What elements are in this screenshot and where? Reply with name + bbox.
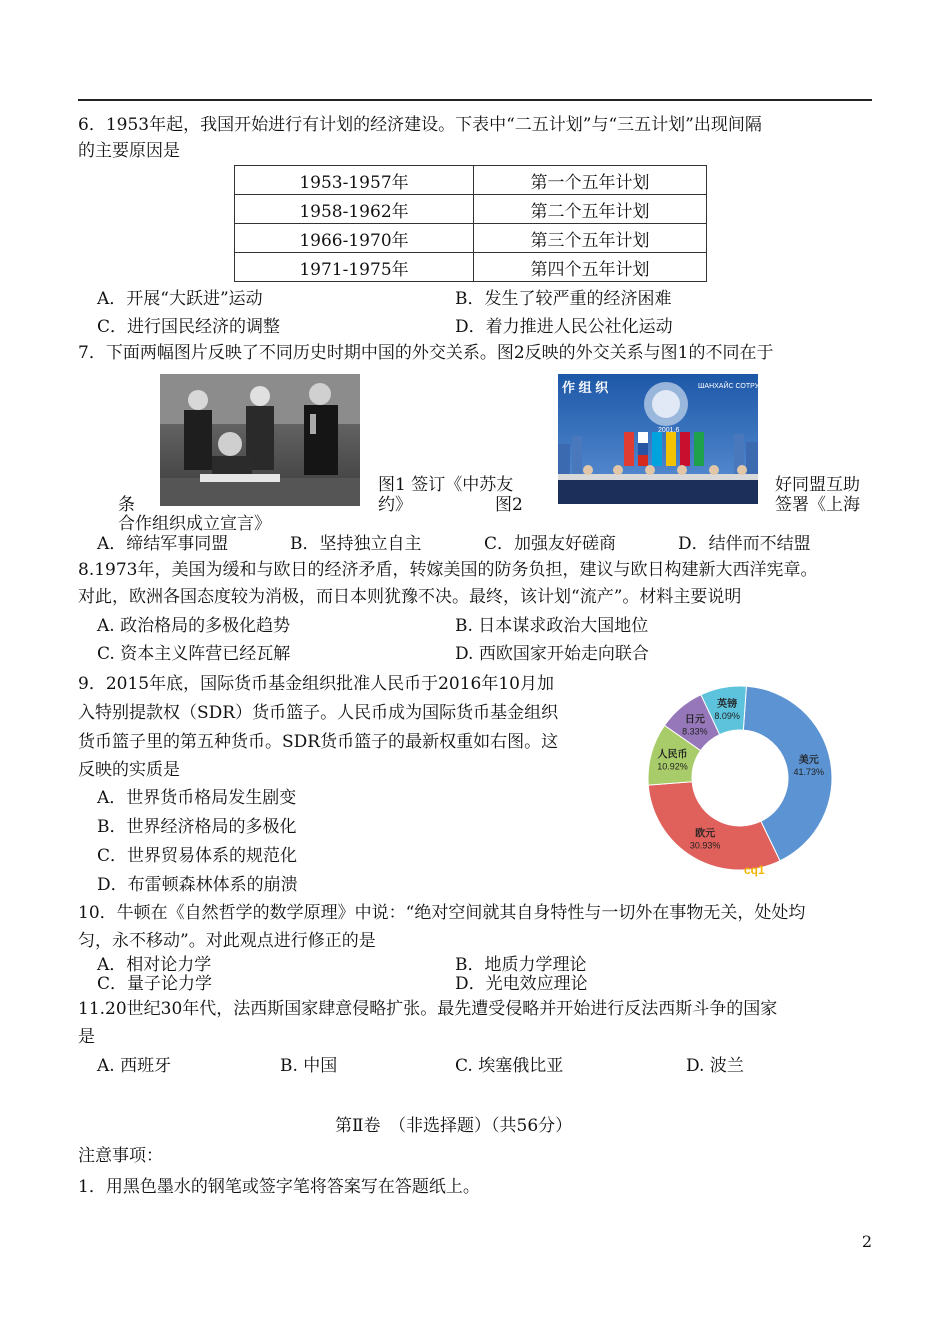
donut-category-label: 美元 [798, 754, 819, 766]
donut-category-label: 欧元 [695, 828, 716, 840]
q9-stem-line4: 反映的实质是 [78, 760, 180, 780]
five-year-plan-table [234, 165, 707, 282]
fig2-caption-b: 合作组织成立宣言》 [118, 514, 271, 534]
fig2-caption-a: 签署《上海 [775, 495, 860, 515]
q10-option-c: C．量子论力学 [97, 974, 213, 994]
watermark-logo: cq1 [744, 863, 765, 877]
figure1-photo [160, 374, 360, 506]
q10-stem-line1: 10．牛顿在《自然哲学的数学原理》中说：“绝对空间就其自身特性与一切外在事物无关，处处均 [78, 903, 806, 923]
table-row [235, 166, 707, 195]
donut-value-label: 41.73% [793, 766, 825, 777]
q8-option-d: D. 西欧国家开始走向联合 [455, 644, 649, 664]
table-cell: 1958-1962年 [235, 195, 474, 224]
q7-option-a: A．缔结军事同盟 [97, 534, 229, 554]
fig1-caption-b: 约》 [378, 495, 412, 515]
q9-option-a: A．世界货币格局发生剧变 [97, 788, 297, 808]
q11-option-d: D. 波兰 [686, 1056, 744, 1076]
q10-stem-line2: 匀，永不移动”。对此观点进行修正的是 [78, 931, 376, 951]
section2-title: 第Ⅱ卷 （非选择题）（共56分） [335, 1116, 573, 1136]
q8-option-a: A. 政治格局的多极化趋势 [97, 616, 291, 636]
q6-option-b: B．发生了较严重的经济困难 [455, 289, 672, 309]
sdr-donut-chart [640, 680, 840, 880]
q8-stem-line2: 对此，欧洲各国态度较为消极，而日本则犹豫不决。最终，该计划“流产”。材料主要说明 [78, 587, 742, 607]
table-row [235, 253, 707, 282]
donut-category-label: 日元 [684, 714, 705, 726]
q9-option-b: B．世界经济格局的多极化 [97, 817, 297, 837]
table-row [235, 195, 707, 224]
q9-stem-line1: 9．2015年底，国际货币基金组织批准人民币于2016年10月加 [78, 674, 554, 694]
fig1-caption-tiao: 条 [118, 495, 135, 515]
table-cell: 1966-1970年 [235, 224, 474, 253]
q8-stem-line1: 8.1973年，美国为缓和与欧日的经济矛盾，转嫁美国的防务负担，建议与欧日构建新大西洋宪章。 [78, 560, 818, 580]
q8-option-c: C. 资本主义阵营已经瓦解 [97, 644, 291, 664]
table-cell: 第四个五年计划 [474, 253, 707, 282]
notice-label: 注意事项： [78, 1146, 163, 1166]
table-cell: 第三个五年计划 [474, 224, 707, 253]
figure2-photo [558, 374, 774, 504]
q7-stem: 7．下面两幅图片反映了不同历史时期中国的外交关系。图2反映的外交关系与图1的不同在于 [78, 343, 774, 363]
donut-value-label: 8.33% [682, 726, 708, 737]
q6-option-c: C．进行国民经济的调整 [97, 317, 281, 337]
q6-option-d: D．着力推进人民公社化运动 [455, 317, 673, 337]
fig1-caption-a: 图1 签订《中苏友 [378, 475, 514, 495]
q6-stem-line2: 的主要原因是 [78, 141, 180, 161]
notice-item-1: 1．用黑色墨水的钢笔或签字笔将答案写在答题纸上。 [78, 1177, 480, 1197]
q11-option-c: C. 埃塞俄比亚 [455, 1056, 564, 1076]
q10-option-a: A．相对论力学 [97, 955, 212, 975]
donut-value-label: 30.93% [689, 840, 721, 851]
header-rule [78, 99, 872, 101]
q8-option-b: B. 日本谋求政治大国地位 [455, 616, 649, 636]
figure2-banner-text: 作 组 织 [562, 380, 609, 395]
q9-stem-line2: 入特别提款权（SDR）货币篮子。人民币成为国际货币基金组织 [78, 703, 559, 723]
table-cell: 第一个五年计划 [474, 166, 707, 195]
donut-category-label: 英镑 [717, 699, 738, 711]
q10-option-b: B．地质力学理论 [455, 955, 587, 975]
table-cell: 第二个五年计划 [474, 195, 707, 224]
q9-option-d: D．布雷顿森林体系的崩溃 [97, 875, 298, 895]
q11-stem-line1: 11.20世纪30年代，法西斯国家肆意侵略扩张。最先遭受侵略并开始进行反法西斯斗争的国家 [78, 999, 778, 1019]
q7-option-c: C．加强友好磋商 [484, 534, 617, 554]
table-cell: 1953-1957年 [235, 166, 474, 195]
q7-option-d: D．结伴而不结盟 [678, 534, 811, 554]
q11-stem-line2: 是 [78, 1027, 95, 1047]
q11-option-a: A. 西班牙 [97, 1056, 172, 1076]
page-number: 2 [861, 1232, 872, 1251]
figure2-year-text: 2001.6 [658, 427, 680, 434]
donut-value-label: 10.92% [657, 761, 688, 772]
figure2-banner-text-right: ШАНХАЙС СОТРУДНИ [698, 383, 774, 390]
q9-stem-line3: 货币篮子里的第五种货币。SDR货币篮子的最新权重如右图。这 [78, 732, 559, 752]
fig1-caption-c: 好同盟互助 [775, 475, 860, 495]
donut-category-label: 人民币 [657, 749, 688, 761]
donut-slice [648, 782, 780, 870]
table-cell: 1971-1975年 [235, 253, 474, 282]
q6-stem-line1: 6．1953年起，我国开始进行有计划的经济建设。下表中“二五计划”与“三五计划”出现间隔 [78, 115, 762, 135]
q7-option-b: B．坚持独立自主 [290, 534, 422, 554]
donut-value-label: 8.09% [714, 711, 740, 722]
q11-option-b: B. 中国 [280, 1056, 338, 1076]
q10-option-d: D．光电效应理论 [455, 974, 588, 994]
table-row [235, 224, 707, 253]
q6-option-a: A．开展“大跃进”运动 [97, 289, 263, 309]
q9-option-c: C．世界贸易体系的规范化 [97, 846, 298, 866]
fig2-label: 图2 [495, 495, 523, 515]
